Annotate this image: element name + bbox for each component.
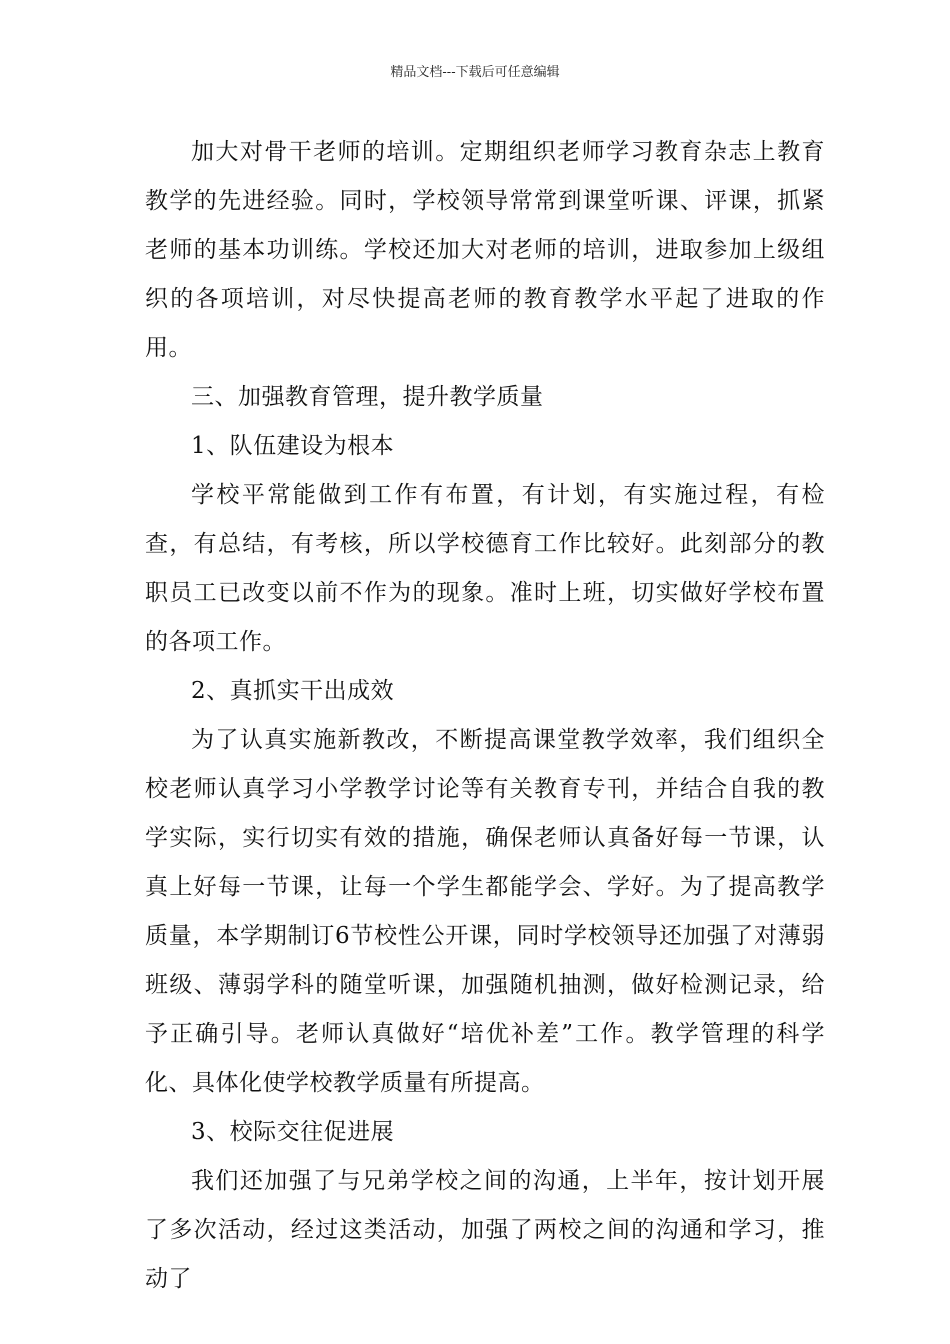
paragraph-team-building: 学校平常能做到工作有布置，有计划，有实施过程，有检查，有总结，有考核，所以学校德育工作比较好。此刻部分的教职员工已改变以前不作为的现象。准时上班，切实做好学校布置的各项工作。	[145, 482, 825, 655]
section-heading-3: 三、加强教育管理，提升教学质量	[191, 384, 544, 410]
paragraph-teacher-training: 加大对骨干老师的培训。定期组织老师学习教育杂志上教育教学的先进经验。同时，学校领导常常到课堂听课、评课，抓紧老师的基本功训练。学校还加大对老师的培训，进取参加上级组织的各项培训，对尽快提高老师的教育教学水平起了进取的作用。	[145, 139, 825, 361]
subheading-3: 3、校际交往促进展	[191, 1119, 395, 1145]
paragraph-school-exchange: 我们还加强了与兄弟学校之间的沟通，上半年，按计划开展了多次活动，经过这类活动，加强了两校之间的沟通和学习，推动了	[145, 1168, 825, 1292]
subheading-2: 2、真抓实干出成效	[191, 678, 395, 704]
page-header: 精品文档---下载后可任意编辑	[390, 65, 560, 80]
paragraph-teaching-quality: 为了认真实施新教改，不断提高课堂教学效率，我们组织全校老师认真学习小学教学讨论等有关教育专刊，并结合自我的教学实际，实行切实有效的措施，确保老师认真备好每一节课，认真上好每一节课，让每一个学生都能学会、学好。为了提高教学质量，本学期制订6节校性公开课，同时学校领导还加强了对薄弱班级、薄弱学科的随堂听课，加强随机抽测，做好检测记录，给予正确引导。老师认真做好“培优补差”工作。教学管理的科学化、具体化使学校教学质量有所提高。	[145, 727, 825, 1096]
document-body	[145, 128, 825, 1304]
subheading-1: 1、队伍建设为根本	[191, 433, 395, 459]
